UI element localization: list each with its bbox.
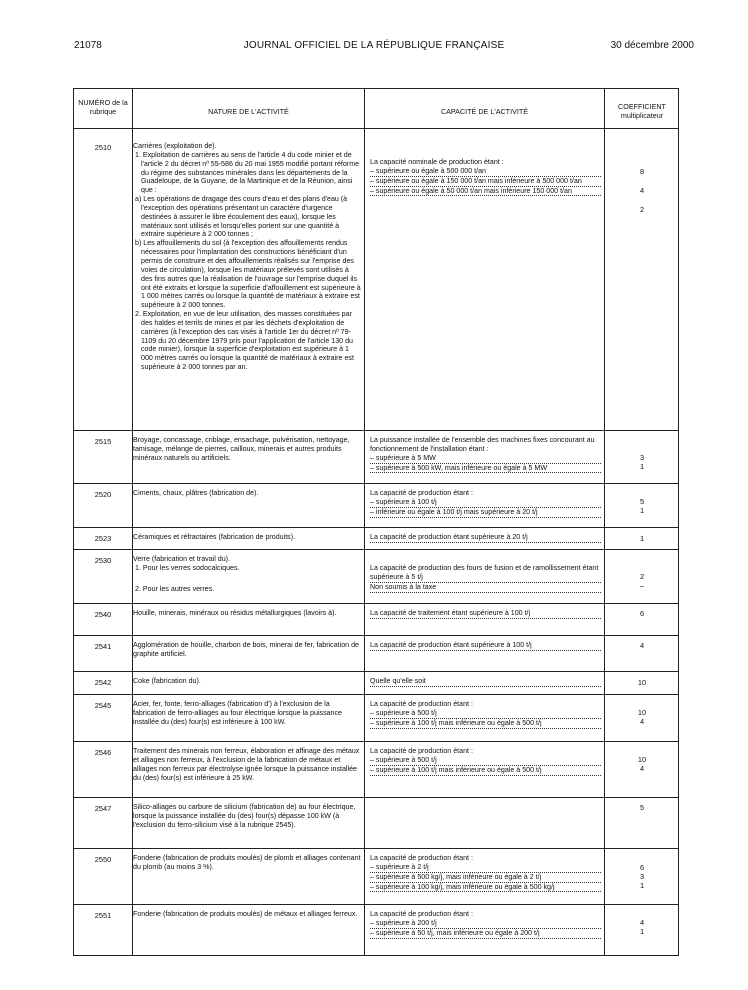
capacity-line: La capacité de production étant supérieure à 100 t/j [370, 641, 601, 651]
rubrique-number: 2546 [94, 748, 112, 757]
capacity-line: – inférieure ou égale à 100 t/j mais supérieure à 20 t/j [370, 508, 601, 518]
activity-table [73, 88, 679, 956]
nature-line: Traitement des minerais non ferreux, élaboration et affinage des métaux et alliages non ferreux, à l'exclusion de la fabrication de métaux et alliages non ferreux par électrolyse ignée lorsque la puissance installée du (des) four(s) est inférieure à 25 kW. [133, 747, 360, 782]
coef-value: 4 [639, 185, 645, 195]
rubrique-number: 2523 [94, 534, 112, 543]
capacity-line: – supérieure à 500 kW, mais inférieure ou égale à 5 MW [370, 464, 601, 474]
coefficient [604, 610, 680, 619]
coef-value: – [639, 580, 645, 590]
nature-line: Ciments, chaux, plâtres (fabrication de). [133, 489, 259, 497]
capacity-line: La capacité de production étant : [370, 747, 473, 755]
nature-line: Agglomération de houille, charbon de bois, minerai de fer, fabrication de graphite artificiel. [133, 641, 359, 658]
table-row [74, 484, 678, 525]
page-header [0, 40, 748, 54]
rubrique-number: 2515 [94, 437, 112, 446]
activity-capacity [370, 677, 601, 687]
capacity-line: – supérieure à 200 t/j [370, 919, 601, 929]
coefficient [604, 709, 680, 727]
capacity-line: La capacité nominale de production étant : [370, 158, 504, 166]
coef-value: 6 [639, 863, 645, 872]
coefficient [604, 804, 680, 813]
coef-value: 3 [639, 453, 645, 462]
table-row [74, 528, 678, 548]
activity-capacity [370, 641, 601, 651]
activity-capacity [370, 747, 601, 776]
coefficient [604, 454, 680, 472]
header-numero: NUMÉRO de la rubrique [78, 98, 128, 116]
capacity-line: La capacité de production des fours de fusion et de ramollissement étant supérieure à 5 t/j [370, 564, 601, 583]
rubrique-number: 2530 [94, 556, 112, 565]
activity-capacity [370, 158, 601, 196]
coef-value: 4 [639, 918, 645, 927]
activity-capacity [370, 700, 601, 729]
capacity-line: – supérieure à 500 kg/j, mais inférieure ou égale à 2 t/j [370, 873, 601, 883]
table-row [74, 604, 678, 634]
nature-line: Carrières (exploitation de). [133, 142, 217, 150]
activity-capacity [370, 910, 601, 939]
activity-nature [133, 677, 361, 686]
capacity-line: – supérieure à 500 t/j [370, 756, 601, 766]
coef-value: 8 [639, 167, 645, 176]
capacity-line: Non soumis à la taxe [370, 583, 601, 593]
capacity-line: Quelle qu'elle soit [370, 677, 601, 687]
activity-capacity [370, 489, 601, 518]
table-row [74, 742, 678, 795]
activity-nature [133, 555, 361, 594]
table-row [74, 431, 678, 481]
capacity-line: – supérieure à 100 t/j mais inférieure ou égale à 500 t/j [370, 766, 601, 776]
coef-value: 1 [639, 880, 645, 890]
coefficient [604, 535, 680, 544]
nature-line: 2. Exploitation, en vue de leur utilisation, des masses constituées par des haldes et terrils de mines et par les déchets d'exploitation de carrières (à l'exception des cas visés à l'article 1er du décret nº 79-1109 du 20 décembre 1979 pris pour l'application de l'article 130 du code minier), lorsque la superficie d'exploitation est supérieure à 1 000 mètres carrés ou lorsque la quantité de matériaux à extraire est supérieure à 2 000 tonnes par an. [135, 310, 354, 372]
capacity-line: La puissance installée de l'ensemble des machines fixes concourant au fonctionnement de l'installation étant : [370, 436, 595, 453]
nature-line: Fonderie (fabrication de produits moulés) de métaux et alliages ferreux. [133, 910, 358, 918]
capacity-line: – supérieure à 100 t/j mais inférieure ou égale à 500 t/j [370, 719, 601, 729]
nature-line: Fonderie (fabrication de produits moulés) de plomb et alliages contenant du plomb (au moins 3 %). [133, 854, 361, 871]
capacity-line: – supérieure à 100 t/j [370, 498, 601, 508]
coefficient [604, 168, 680, 215]
table-row [74, 672, 678, 692]
rubrique-number: 2520 [94, 490, 112, 499]
nature-line: 2. Pour les autres verres. [135, 584, 215, 593]
coef-value: 1 [639, 461, 645, 471]
activity-capacity [370, 854, 601, 892]
nature-line: a) Les opérations de dragage des cours d'eau et des plans d'eau (à l'exception des opérations présentant un caractère d'urgence destinées à assurer le libre écoulement des eaux), lorsque les matériaux sont utilisés et lorsqu'elles portent sur une quantité à extraire supérieure à 2 000 tonnes ; [135, 195, 348, 239]
capacity-line: – supérieure à 5 MW [370, 454, 601, 464]
nature-line: Verre (fabrication et travail du). [133, 555, 230, 563]
nature-line: b) Les affouillements du sol (à l'exception des affouillements rendus nécessaires pour l'implantation des constructions bénéficiant d'un permis de construire et des affouillements réalisés sur l'emprise des voies de circulation), lorsque les matériaux prélevés sont utilisés à des fins autres que la réalisation de l'ouvrage sur l'emprise duquel ils ont été extraits et lorsque la superficie d'affouillement est supérieure à 1 000 mètres carrés ou lorsque la quantité de matériaux à extraire est supérieure à 2 000 tonnes. [135, 239, 361, 310]
coef-value: 6 [639, 609, 645, 618]
activity-nature [133, 910, 361, 919]
coef-value: 10 [637, 678, 647, 687]
activity-nature [133, 641, 361, 659]
activity-nature [133, 489, 361, 498]
coef-value: 3 [639, 871, 645, 881]
nature-line: Broyage, concassage, criblage, ensachage, pulvérisation, nettoyage, tamisage, mélange de pierres, cailloux, minerais et autres produits minéraux naturels ou artificiels. [133, 436, 350, 462]
capacity-line: – supérieure ou égale à 50 000 t/an mais inférieure 150 000 t/an [370, 187, 601, 197]
coefficient [604, 756, 680, 774]
rubrique-number: 2541 [94, 642, 112, 651]
header-nature: NATURE DE L'ACTIVITÉ [208, 107, 289, 116]
nature-line: Acier, fer, fonte, ferro-alliages (fabrication d') à l'exclusion de la fabrication de ferro-alliages au four électrique lorsque la puissance installée du (des) four(s) est inférieure à 100 kW. [133, 700, 342, 726]
journal-title: JOURNAL OFFICIEL DE LA RÉPUBLIQUE FRANÇAISE [243, 40, 505, 51]
activity-nature [133, 609, 361, 618]
rubrique-number: 2510 [94, 143, 112, 152]
nature-line: 1. Pour les verres sodocalciques. [135, 563, 240, 572]
capacity-line: La capacité de production étant : [370, 854, 473, 862]
rubrique-number: 2545 [94, 701, 112, 710]
coef-value: 1 [639, 926, 645, 936]
capacity-line: La capacité de production étant : [370, 910, 473, 918]
header-rule [74, 128, 678, 129]
coef-value: 1 [639, 534, 645, 543]
activity-nature [133, 700, 361, 727]
activity-capacity [370, 564, 601, 593]
table-row [74, 849, 678, 900]
rubrique-number: 2550 [94, 855, 112, 864]
nature-line: Coke (fabrication du). [133, 677, 201, 685]
activity-capacity [370, 436, 601, 473]
nature-line: Céramiques et réfractaires (fabrication de produits). [133, 533, 296, 541]
header-coefficient: COEFFICIENT multiplicateur [618, 102, 666, 120]
nature-line: Silico-alliages ou carbure de silicium (fabrication de) au four électrique, lorsque la puissance installée du (des) four(s) dépasse 100 kW (à l'exclusion du ferro-silicium visé à la rubrique 2545). [133, 803, 356, 829]
activity-nature [133, 436, 361, 463]
table-row [74, 137, 678, 429]
capacity-line: La capacité de traitement étant supérieure à 100 t/j [370, 609, 601, 619]
coef-value: 4 [639, 763, 645, 773]
activity-nature [133, 533, 361, 542]
rubrique-number: 2551 [94, 911, 112, 920]
coefficient [604, 919, 680, 937]
capacity-line: La capacité de production étant supérieure à 20 t/j [370, 533, 601, 543]
table-row [74, 550, 678, 602]
capacity-line: – supérieure ou égale à 500 000 t/an [370, 167, 601, 177]
coef-value: 5 [639, 803, 645, 812]
activity-nature [133, 747, 361, 782]
capacity-line: – supérieure à 2 t/j [370, 863, 601, 873]
capacity-line: La capacité de production étant : [370, 700, 473, 708]
capacity-line: – supérieure ou égale à 150 000 t/an mais inférieure à 500 000 t/an [370, 177, 601, 187]
coef-value: 2 [639, 572, 645, 581]
coef-value: 2 [639, 204, 645, 214]
table-row [74, 905, 678, 955]
activity-capacity [370, 533, 601, 543]
coefficient [604, 864, 680, 891]
coef-value: 4 [639, 716, 645, 726]
capacity-line: – supérieure à 500 t/j [370, 709, 601, 719]
coefficient [604, 642, 680, 651]
issue-date: 30 décembre 2000 [610, 40, 694, 51]
coef-value: 1 [639, 505, 645, 515]
coefficient [604, 679, 680, 688]
activity-capacity [370, 609, 601, 619]
nature-line: Houille, minerais, minéraux ou résidus métallurgiques (lavoirs à). [133, 609, 337, 617]
activity-nature [133, 854, 361, 872]
coef-value: 4 [639, 641, 645, 650]
rubrique-number: 2547 [94, 804, 112, 813]
capacity-line: – supérieure à 100 kg/j, mais inférieure ou égale à 500 kg/j [370, 883, 601, 893]
rubrique-number: 2540 [94, 610, 112, 619]
table-row [74, 695, 678, 740]
header-capacite: CAPACITÉ DE L'ACTIVITÉ [440, 107, 529, 116]
coef-value: 5 [639, 497, 645, 506]
coef-value: 10 [637, 708, 647, 717]
rubrique-number: 2542 [94, 678, 112, 687]
capacity-line: – supérieure à 50 t/j, mais inférieure ou égale à 200 t/j [370, 929, 601, 939]
nature-line: 1. Exploitation de carrières au sens de l'article 4 du code minier et de l'article 2 du décret nº 55-586 du 20 mai 1955 modifié portant réforme du régime des substances minérales dans les départements de la Guadeloupe, de la Guyane, de la Martinique et de la Réunion, ainsi que : [135, 150, 360, 195]
capacity-line: La capacité de production étant : [370, 489, 473, 497]
coef-value: 10 [637, 755, 647, 764]
coefficient [604, 498, 680, 516]
activity-nature [133, 142, 361, 372]
table-row [74, 636, 678, 666]
table-row [74, 798, 678, 848]
page-number: 21078 [74, 40, 102, 51]
coefficient [604, 573, 680, 591]
activity-nature [133, 803, 361, 830]
